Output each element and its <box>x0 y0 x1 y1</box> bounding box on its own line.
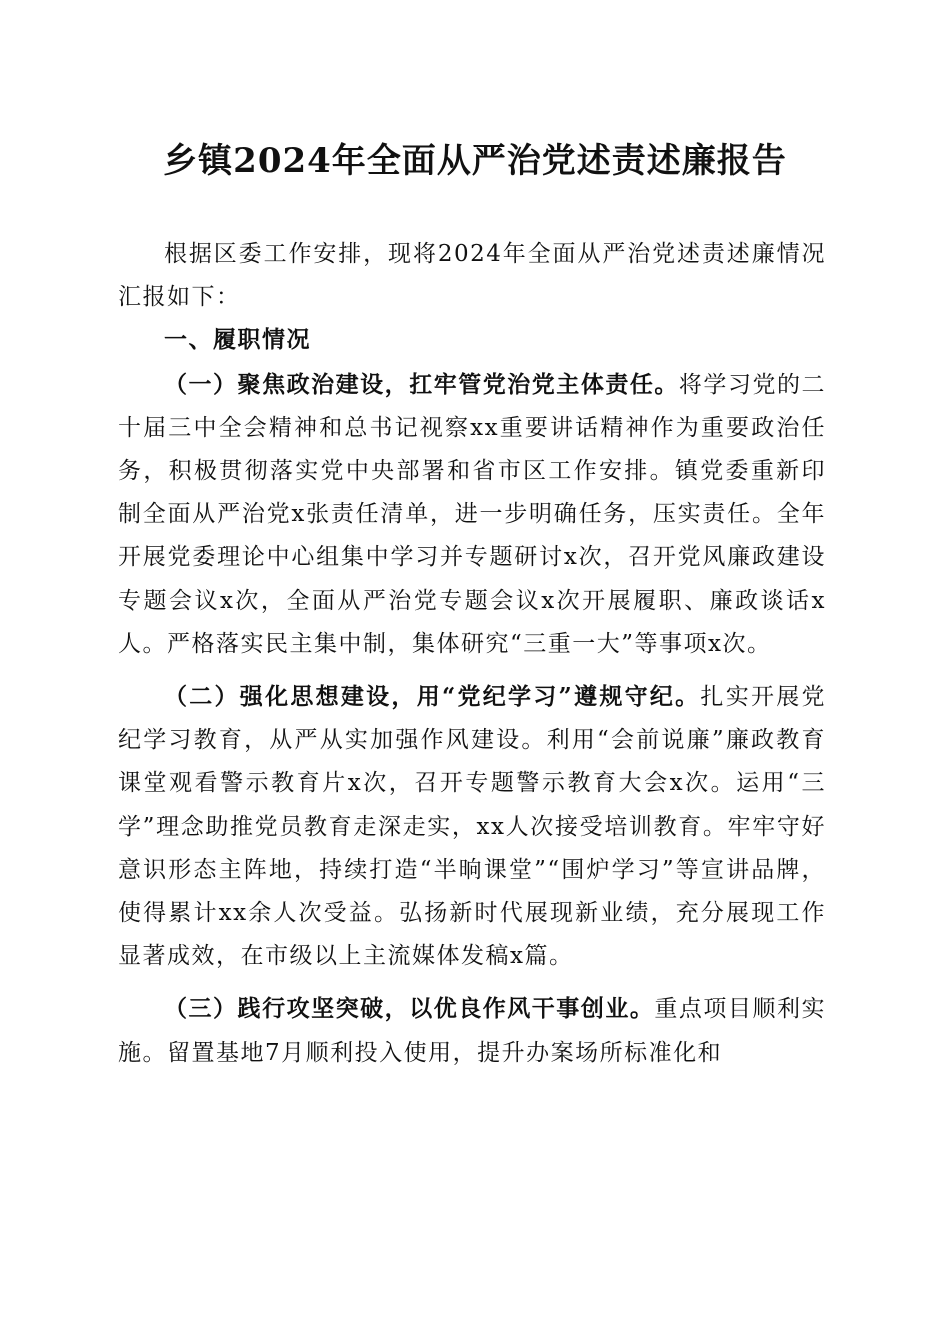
intro-paragraph: 根据区委工作安排，现将2024年全面从严治党述责述廉情况汇报如下： <box>118 241 826 311</box>
paragraph-2-lead: （二）强化思想建设，用“党纪学习”遵规守纪。 <box>164 683 701 711</box>
paragraph-3-lead: （三）践行攻坚突破，以优良作风干事创业。 <box>164 995 655 1023</box>
paragraph-3-text: 重点项目顺利实施。留置基地7月顺利投入使用，提升办案场所标准化和 <box>118 996 827 1066</box>
document-title: 乡镇2024年全面从严治党述责述廉报告 <box>163 141 787 181</box>
document-body <box>118 233 826 1075</box>
paragraph-1-text: 将学习党的二十届三中全会精神和总书记视察xx重要讲话精神作为重要政治任务，积极贯彻落实党中央部署和省市区工作安排。镇党委重新印制全面从严治党x张责任清单，进一步明确任务，压实责任。全年开展党委理论中心组集中学习并专题研讨x次，召开党风廉政建设专题会议x次，全面从严治党专题会议x次开展履职、廉政谈话x人。严格落实民主集中制，集体研究“三重一大”等事项x次。 <box>118 371 827 657</box>
paragraph-1 <box>118 363 826 666</box>
paragraph-2-text: 扎实开展党纪学习教育，从严从实加强作风建设。利用“会前说廉”廉政教育课堂观看警示教育片x次，召开专题警示教育大会x次。运用“三学”理念助推党员教育走深走实，xx人次接受培训教育。牢牢守好意识形态主阵地，持续打造“半晌课堂”“围炉学习”等宣讲品牌，使得累计xx余人次受益。弘扬新时代展现新业绩，充分展现工作显著成效，在市级以上主流媒体发稿x篇。 <box>118 684 827 970</box>
paragraph-3 <box>118 987 826 1074</box>
section-heading: 一、履职情况 <box>164 327 311 354</box>
paragraph-2 <box>118 675 826 978</box>
paragraph-1-lead: （一）聚焦政治建设，扛牢管党治党主体责任。 <box>164 370 679 398</box>
